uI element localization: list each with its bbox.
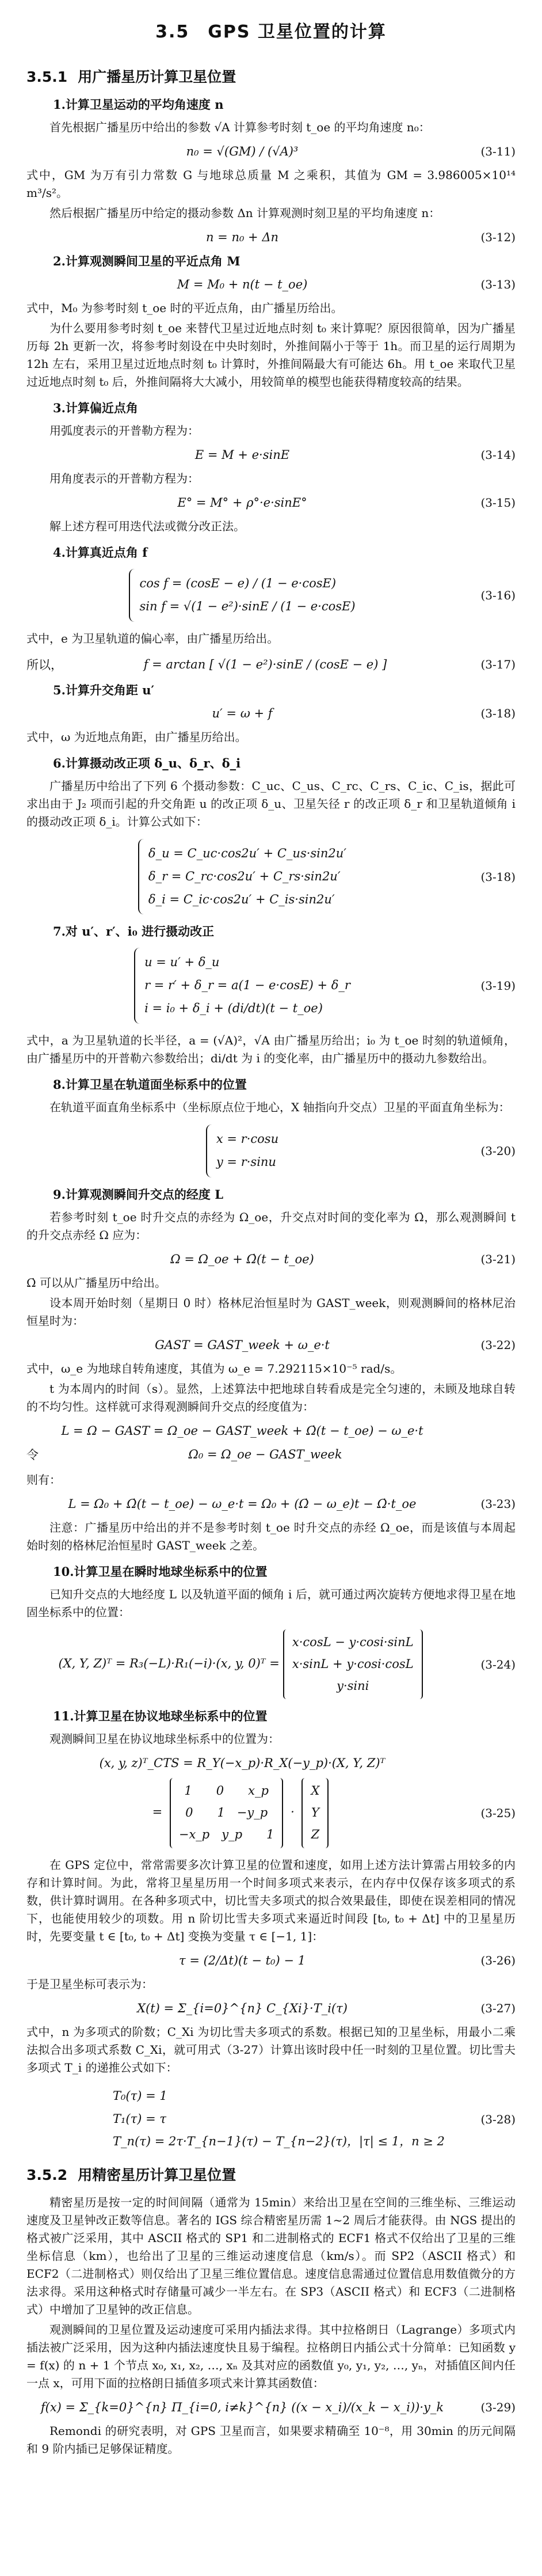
matrix-row: y·sini bbox=[337, 1678, 369, 1693]
step-heading: 7.对 u′、r′、i₀ 进行摄动改正 bbox=[53, 924, 215, 939]
equation-3-22 bbox=[26, 1338, 516, 1352]
paragraph: 式中，a 为卫星轨道的长半径，a = (√A)²，√A 由广播星历给出；i₀ 为 t_oe 时刻的轨道倾角，由广播星历中的开普勒六参数给出；di/dt 为 i 的变化率，由广播星历中的摄动九参数给出。 bbox=[26, 1034, 516, 1066]
equation-number: (3-24) bbox=[480, 1657, 516, 1671]
equation-3-20 bbox=[26, 1124, 516, 1177]
equation-row: y = r·sinu bbox=[216, 1155, 276, 1169]
equation-3-25a bbox=[26, 1756, 516, 1770]
equation-row: sin f = √(1 − e²)·sinE / (1 − e·cosE) bbox=[139, 599, 356, 613]
equation-number: (3-25) bbox=[480, 1806, 516, 1820]
step-heading: 9.计算观测瞬间升交点的经度 L bbox=[53, 1187, 223, 1202]
paragraph: 在 GPS 定位中，常常需要多次计算卫星的位置和速度，如用上述方法计算需占用较多的内存和计算时间。为此，常将卫星星历用一个时间多项式来表示，在内存中仅保存该多项式的系数，供计算时调用。在各种多项式中，切比雪夫多项式的拟合效果最佳，即使在误差相同的情况下，也能使用较少的项数。用 n 阶切比雪夫多项式来逼近时间段 [t₀, t₀ + Δt] 中的卫星星历时，先要变量 t ∈ [t₀, t₀ + Δt] 变换为变量 τ ∈ [−1, 1]： bbox=[26, 1857, 516, 1943]
section-title: 3.5 GPS 卫星位置的计算 bbox=[155, 22, 387, 42]
equation-body bbox=[26, 839, 458, 915]
equation-number: (3-16) bbox=[480, 588, 516, 602]
paragraph: 为什么要用参考时刻 t_oe 来替代卫星过近地点时刻 t₀ 来计算呢？原因很简单，因为广播星历每 2h 更新一次，将参考时刻设在中央时刻时，外推间隔小于等于 1h。而卫星的运行周期为 12h 左右，采用卫星过近地点时刻 t₀ 计算时，外推间隔最大有可能达 6h。用 t_oe 来取代卫星过近地点时刻 t₀ 后，外推间隔将大大减小，用较简单的模型也能获得精度较高的结果。 bbox=[26, 321, 516, 389]
equation-longitude bbox=[26, 1424, 516, 1438]
equation-body: E° = M° + ρ°·e·sinE° bbox=[177, 496, 307, 510]
equation-row: δ_r = C_rc·cos2u′ + C_rs·sin2u′ bbox=[148, 869, 341, 883]
equation-number: (3-29) bbox=[480, 2400, 516, 2415]
equation-3-18 bbox=[26, 706, 516, 720]
equation-3-12 bbox=[26, 230, 516, 244]
equation-3-18b bbox=[26, 839, 516, 915]
equation-row: cos f = (cosE − e) / (1 − e·cosE) bbox=[139, 576, 337, 590]
equation-3-25 bbox=[26, 1778, 516, 1848]
step-heading: 5.计算升交角距 u′ bbox=[53, 682, 155, 697]
subsection-heading-3-5-1 bbox=[26, 66, 516, 86]
equation-number: (3-14) bbox=[480, 448, 516, 462]
equation-3-27 bbox=[26, 2001, 516, 2015]
equation-body bbox=[26, 2085, 458, 2154]
paragraph: 观测瞬间的卫星位置及运动速度可采用内插法求得。其中拉格朗日（Lagrange）多项式内插法被广泛采用，因为这种内插法速度快且易于编程。拉格朗日内插公式十分简单：已知函数 y = f(x) 的 n + 1 个节点 x₀, x₁, x₂, …, xₙ 及其对应的函数值 y₀, y₁, y₂, …, yₙ，对插值区间内任一点 x，可用下面的拉格朗日插值多项式来计算其函数值： bbox=[26, 2323, 516, 2391]
equation-system bbox=[129, 569, 355, 622]
equation-3-24 bbox=[26, 1629, 516, 1699]
paragraph: 式中，ω_e 为地球自转角速度，其值为 ω_e = 7.292115×10⁻⁵ rad/s。 bbox=[26, 1361, 402, 1376]
paragraph: 式中，e 为卫星轨道的偏心率，由广播星历给出。 bbox=[26, 631, 279, 645]
equation-number: (3-18) bbox=[480, 869, 516, 884]
paragraph: t 为本周内的时间（s）。显然，上述算法中把地球自转看成是完全匀速的，未顾及地球自转的不均匀性。这样就可求得观测瞬间升交点的经度值为： bbox=[26, 1381, 516, 1414]
equation-body: GAST = GAST_week + ω_e·t bbox=[155, 1338, 330, 1352]
equation-system bbox=[134, 948, 350, 1024]
equation-body bbox=[26, 1124, 458, 1177]
equation-3-15 bbox=[26, 496, 516, 510]
equation-body bbox=[26, 569, 458, 622]
equation-number: (3-13) bbox=[480, 278, 516, 291]
equation-body: X(t) = Σ_{i=0}^{n} C_{Xi}·T_i(τ) bbox=[137, 2001, 348, 2015]
matrix-row: x·sinL + y·cosi·cosL bbox=[292, 1656, 414, 1671]
subsection-title: 用广播星历计算卫星位置 bbox=[78, 69, 236, 85]
equation-number: (3-19) bbox=[480, 979, 516, 993]
equation-3-26 bbox=[26, 1954, 516, 1967]
paragraph: 设本周开始时刻（星期日 0 时）格林尼治恒星时为 GAST_week，则观测瞬间的格林尼治恒星时为： bbox=[26, 1295, 516, 1328]
equation-body: L = Ω₀ + Ω̇(t − t_oe) − ω_e·t = Ω₀ + (Ω̇ − ω_e)t − Ω̇·t_oe bbox=[68, 1496, 417, 1511]
equation-vector: X Y Z bbox=[301, 1778, 329, 1848]
paragraph: 观测瞬间卫星在协议地球坐标系中的位置为： bbox=[49, 1732, 280, 1746]
equation-body bbox=[26, 1629, 458, 1699]
equation-matrix bbox=[170, 1778, 284, 1848]
equation-row: δ_u = C_uc·cos2u′ + C_us·sin2u′ bbox=[148, 846, 347, 860]
paragraph: 解上述方程可用迭代法或微分改正法。 bbox=[49, 519, 245, 533]
paragraph: 注意：广播星历中给出的并不是参考时刻 t_oe 时升交点的赤经 Ω_oe，而是该值与本周起始时刻的格林尼治恒星时 GAST_week 之差。 bbox=[26, 1520, 516, 1552]
equation-body bbox=[26, 948, 458, 1024]
step-heading: 6.计算摄动改正项 δ_u、δ_r、δ_i bbox=[53, 755, 241, 770]
step-heading: 11.计算卫星在协议地球坐标系中的位置 bbox=[53, 1709, 268, 1724]
paragraph: 首先根据广播星历中给出的参数 √A 计算参考时刻 t_oe 的平均角速度 n₀： bbox=[49, 120, 430, 134]
equation-row: T₁(τ) = τ bbox=[113, 2111, 166, 2126]
equation-number: (3-23) bbox=[480, 1496, 516, 1511]
step-heading: 1.计算卫星运动的平均角速度 n bbox=[53, 97, 224, 112]
equation-body: E = M + e·sinE bbox=[194, 448, 290, 462]
equation-body: M = M₀ + n(t − t_oe) bbox=[177, 278, 308, 291]
equation-system bbox=[138, 839, 346, 915]
equation-number: (3-20) bbox=[480, 1144, 516, 1158]
equation-body: L = Ω − GAST = Ω_oe − GAST_week + Ω̇(t − t_oe) − ω_e·t bbox=[61, 1423, 423, 1438]
step-heading: 2.计算观测瞬间卫星的平近点角 M bbox=[53, 254, 241, 268]
step-heading: 8.计算卫星在轨道面坐标系中的位置 bbox=[53, 1077, 247, 1092]
matrix-row: x·cosL − y·cosi·sinL bbox=[292, 1635, 414, 1649]
equation-body: (x, y, z)ᵀ_CTS = R_Y(−x_p)·R_X(−y_p)·(X, Y, Z)ᵀ bbox=[99, 1756, 385, 1770]
equation-let bbox=[26, 1446, 516, 1463]
step-heading: 10.计算卫星在瞬时地球坐标系中的位置 bbox=[53, 1564, 268, 1579]
step-heading: 3.计算偏近点角 bbox=[53, 401, 138, 415]
equation-row: x = r·cosu bbox=[216, 1132, 279, 1146]
paragraph: 在轨道平面直角坐标系中（坐标原点位于地心，X 轴指向升交点）卫星的平面直角坐标为： bbox=[49, 1100, 510, 1115]
matrix-row: 1 0 x_p bbox=[184, 1784, 269, 1798]
paragraph: 然后根据广播星历中给定的摄动参数 Δn 计算观测时刻卫星的平均角速度 n： bbox=[49, 206, 441, 220]
matrix-row: −x_p y_p 1 bbox=[178, 1827, 274, 1841]
equation-row: r = r′ + δ_r = a(1 − e·cosE) + δ_r bbox=[144, 978, 350, 993]
equation-3-14 bbox=[26, 448, 516, 462]
equation-3-23 bbox=[26, 1497, 516, 1511]
equation-row: i = i₀ + δ_i + (di/dt)(t − t_oe) bbox=[144, 1001, 323, 1016]
equation-body: f(x) = Σ_{k=0}^{n} Π_{i=0, i≠k}^{n} ((x − x_i)/(x_k − x_i))·y_k bbox=[40, 2400, 444, 2415]
equation-number: (3-18) bbox=[480, 706, 516, 720]
equation-3-17 bbox=[26, 656, 516, 673]
matrix-row: 0 1 −y_p bbox=[185, 1806, 268, 1820]
equation-3-28 bbox=[26, 2085, 516, 2154]
equation-3-21 bbox=[26, 1252, 516, 1266]
paragraph: 式中，GM 为万有引力常数 G 与地球总质量 M 之乘积，其值为 GM = 3.986005×10¹⁴ m³/s²。 bbox=[26, 168, 516, 200]
equation-row: u = u′ + δ_u bbox=[144, 955, 220, 970]
equation-number: (3-21) bbox=[480, 1252, 516, 1266]
paragraph: 用弧度表示的开普勒方程为： bbox=[49, 424, 199, 438]
paragraph: 则有： bbox=[26, 1472, 61, 1487]
paragraph: 用角度表示的开普勒方程为： bbox=[49, 472, 199, 485]
equation-body: Ω = Ω_oe + Ω̇(t − t_oe) bbox=[170, 1252, 314, 1266]
equation-lead-text: 所以， bbox=[26, 658, 63, 672]
equation-row: δ_i = C_ic·cos2u′ + C_is·sin2u′ bbox=[148, 892, 335, 906]
paragraph: 于是卫星坐标可表示为： bbox=[26, 1977, 153, 1991]
subsection-heading-3-5-2 bbox=[26, 2164, 516, 2184]
equation-row: T_n(τ) = 2τ·T_{n−1}(τ) − T_{n−2}(τ)，|τ| ≤ 1，n ≥ 2 bbox=[113, 2134, 445, 2149]
equation-matrix bbox=[283, 1629, 423, 1699]
equation-system bbox=[206, 1124, 278, 1177]
equation-3-11 bbox=[26, 145, 516, 158]
subsection-number: 3.5.2 bbox=[26, 2167, 68, 2184]
equation-3-29 bbox=[26, 2400, 516, 2414]
equation-number: (3-26) bbox=[480, 1953, 516, 1967]
paragraph: 精密星历是按一定的时间间隔（通常为 15min）来给出卫星在空间的三维坐标、三维运动速度及卫星钟改正数等信息。著名的 IGS 综合精密星历需 1~2 周后才能获得。由 NGS 提出的格式被广泛采用，其中 ASCII 格式的 SP1 和二进制格式的 ECF1 格式不仅给出了卫星的三维坐标信息（km），也给出了卫星的三维运动速度信息（km/s）。而 SP2（ASCII 格式）和 ECF2（二进制格式）则仅给出了卫星三维位置信息。速度信息需通过位置信息用数值微分的方法求得。采用这种格式时存储量可减少一半左右。在 SP3（ASCII 格式）和 ECF3（二进制格式）中增加了卫星钟的改正信息。 bbox=[26, 2195, 516, 2317]
equation-body: u′ = ω + f bbox=[212, 706, 273, 720]
paragraph: 若参考时刻 t_oe 时升交点的赤经为 Ω_oe，升交点对时间的变化率为 Ω̇，那么观测瞬间 t 的升交点赤经 Ω 应为： bbox=[26, 1210, 516, 1242]
equation-number: (3-28) bbox=[480, 2112, 516, 2126]
equation-body: Ω₀ = Ω_oe − GAST_week bbox=[188, 1447, 342, 1461]
equation-lhs: (X, Y, Z)ᵀ = R₃(−L)·R₁(−i)·(x, y, 0)ᵀ = bbox=[58, 1656, 280, 1671]
paragraph: Ω̇ 可以从广播星历中给出。 bbox=[26, 1275, 166, 1290]
equation-number: (3-17) bbox=[480, 657, 516, 671]
step-heading: 4.计算真近点角 f bbox=[53, 545, 148, 560]
equation-3-16 bbox=[26, 569, 516, 622]
subsection-title: 用精密星历计算卫星位置 bbox=[78, 2167, 236, 2184]
equation-body: n₀ = √(GM) / (√A)³ bbox=[186, 145, 299, 158]
subsection-number: 3.5.1 bbox=[26, 69, 68, 85]
equation-3-19 bbox=[26, 948, 516, 1024]
equation-row: T₀(τ) = 1 bbox=[113, 2088, 167, 2103]
equation-number: (3-11) bbox=[480, 145, 516, 158]
equation-body: f = arctan [ √(1 − e²)·sinE / (cosE − e) ] bbox=[143, 657, 387, 671]
equation-lead-text: 令 bbox=[26, 1447, 39, 1462]
paragraph: 式中，ω 为近地点角距，由广播星历给出。 bbox=[26, 730, 247, 744]
paragraph: Remondi 的研究表明，对 GPS 卫星而言，如果要求精确至 10⁻⁸，用 30min 的历元间隔和 9 阶内插已足够保证精度。 bbox=[26, 2424, 516, 2456]
paragraph: 已知升交点的大地经度 L 以及轨道平面的倾角 i 后，就可通过两次旋转方便地求得卫星在地固坐标系中的位置： bbox=[26, 1587, 516, 1619]
equation-number: (3-27) bbox=[480, 2001, 516, 2015]
equation-number: (3-15) bbox=[480, 496, 516, 510]
paragraph: 式中，n 为多项式的阶数；C_Xi 为切比雪夫多项式的系数。根据已知的卫星坐标，用最小二乘法拟合出多项式系数 C_Xi，就可用式（3-27）计算出该时段中任一时刻的卫星位置。切比雪夫多项式 T_i 的递推公式如下： bbox=[26, 2024, 516, 2075]
equation-body: = 1 0 x_p 0 1 −y_p −x_p y_p 1 · X Y Z bbox=[26, 1778, 458, 1848]
equation-3-13 bbox=[26, 278, 516, 291]
equation-body: n = n₀ + Δn bbox=[205, 230, 279, 244]
equation-body: τ = (2/Δt)(t − t₀) − 1 bbox=[179, 1953, 306, 1967]
equation-number: (3-12) bbox=[480, 230, 516, 244]
paragraph: 广播星历中给出了下列 6 个摄动参数：C_uc、C_us、C_rc、C_rs、C_ic、C_is，据此可求出由于 J₂ 项而引起的升交角距 u 的改正项 δ_u、卫星矢径 r 的改正项 δ_r 和卫星轨道倾角 i 的摄动改正项 δ_i。计算公式如下： bbox=[26, 778, 516, 829]
paragraph: 式中，M₀ 为参考时刻 t_oe 时的平近点角，由广播星历给出。 bbox=[26, 301, 343, 315]
equation-number: (3-22) bbox=[480, 1338, 516, 1352]
